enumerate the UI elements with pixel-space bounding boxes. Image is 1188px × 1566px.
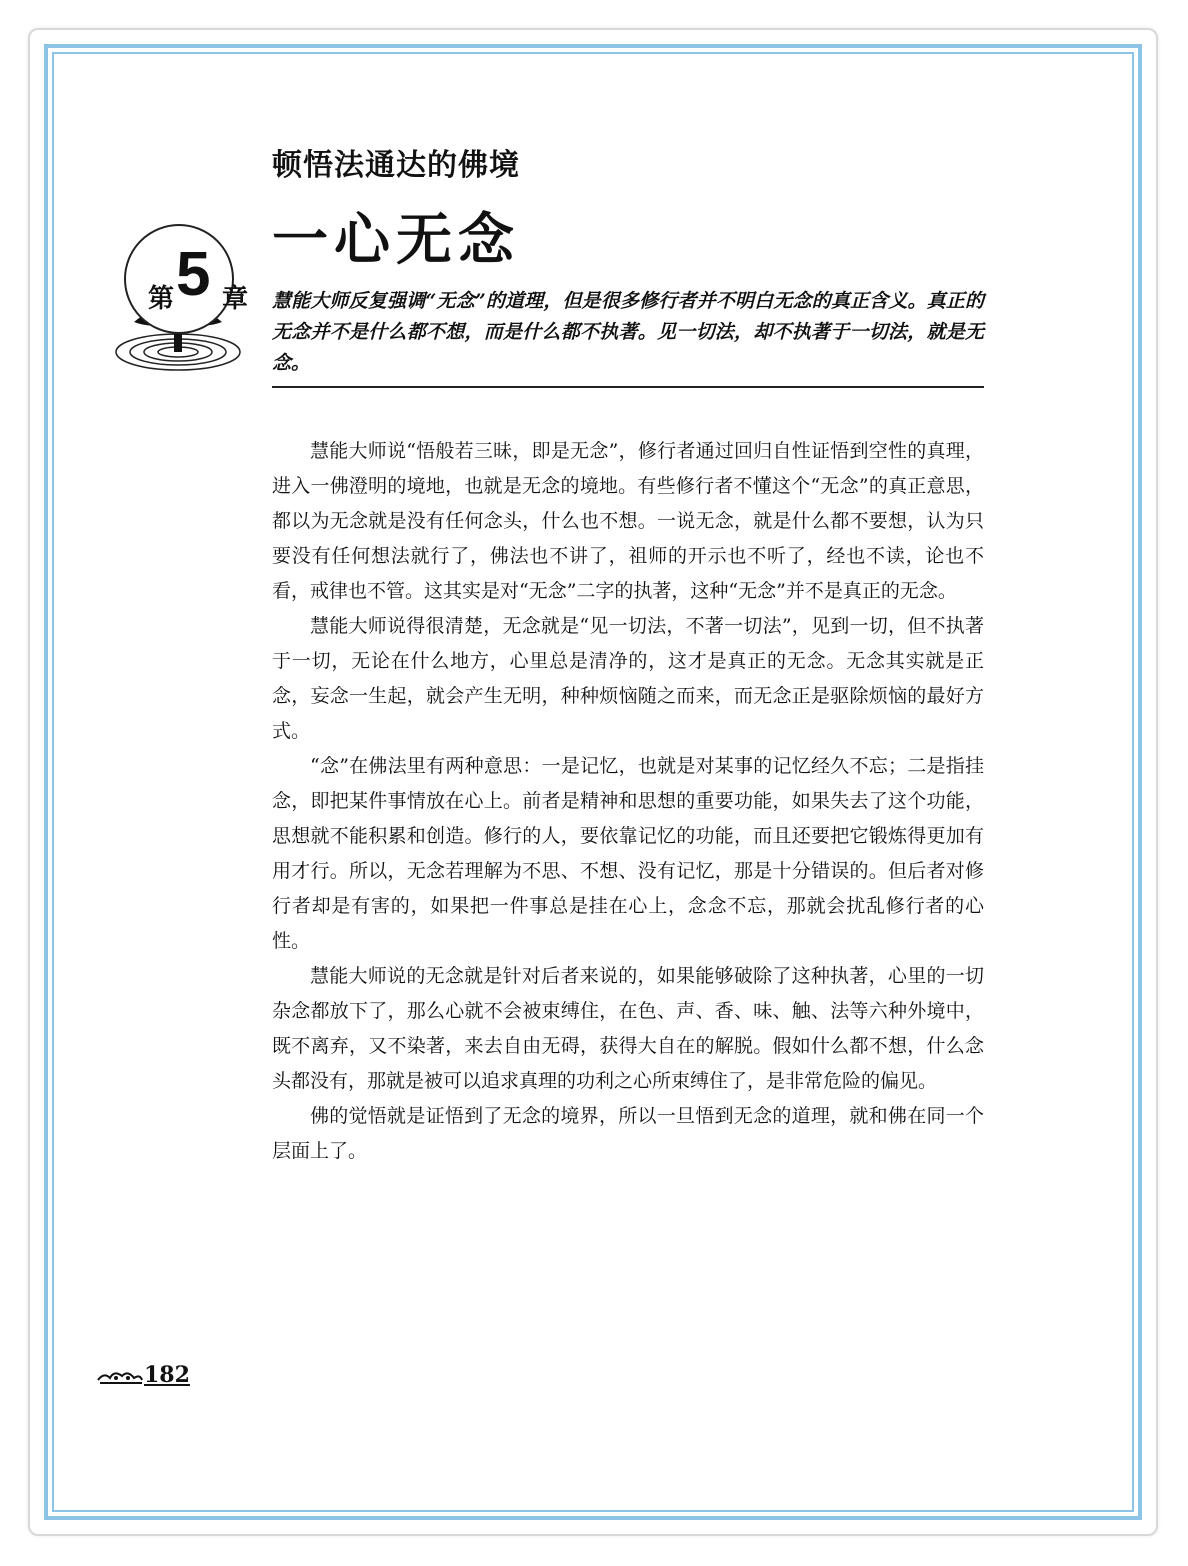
body-text — [272, 434, 984, 1169]
page-number: 182 — [144, 1362, 190, 1388]
paragraph: 慧能大师说得很清楚，无念就是“见一切法，不著一切法”，见到一切，但不执著于一切，无论在什么地方，心里总是清净的，这才是真正的无念。无念其实就是正念，妄念一生起，就会产生无明，种种烦恼随之而来，而无念正是驱除烦恼的最好方式。 — [272, 615, 984, 742]
chapter-subtitle: 顿悟法通达的佛境 — [272, 148, 520, 183]
chapter-circle — [124, 224, 249, 334]
chapter-prefix: 第 — [148, 284, 175, 314]
page-footer — [96, 1364, 190, 1386]
divider — [272, 386, 984, 388]
cloud-ornament-icon — [96, 1366, 144, 1386]
paragraph: 佛的觉悟就是证悟到了无念的境界，所以一旦悟到无念的道理，就和佛在同一个层面上了。 — [272, 1105, 984, 1162]
paragraph: 慧能大师说的无念就是针对后者来说的，如果能够破除了这种执著，心里的一切杂念都放下了，那么心就不会被束缚住，在色、声、香、味、触、法等六种外境中，既不离弃，又不染著，来去自由无碍，获得大自在的解脱。假如什么都不想，什么念头都没有，那就是被可以追求真理的功利之心所束缚住了，是非常危险的偏见。 — [272, 965, 984, 1092]
chapter-title: 一心无念 — [272, 207, 520, 273]
chapter-badge — [112, 222, 249, 380]
paragraph: “念”在佛法里有两种意思：一是记忆，也就是对某事的记忆经久不忘；二是指挂念，即把某件事情放在心上。前者是精神和思想的重要功能，如果失去了这个功能，思想就不能积累和创造。修行的人，要依靠记忆的功能，而且还要把它锻炼得更加有用才行。所以，无念若理解为不思、不想、没有记忆，那是十分错误的。但后者对修行者却是有害的，如果把一件事总是挂在心上，念念不忘，那就会扰乱修行者的心性。 — [272, 755, 984, 952]
chapter-suffix: 章 — [222, 284, 249, 314]
chapter-number: 5 — [176, 240, 211, 309]
chapter-intro: 慧能大师反复强调“无念”的道理，但是很多修行者并不明白无念的真正含义。真正的无念并不是什么都不想，而是什么都不执著。见一切法，却不执著于一切法，就是无念。 — [272, 290, 984, 374]
paragraph: 慧能大师说“悟般若三昧，即是无念”，修行者通过回归自性证悟到空性的真理，进入一佛澄明的境地，也就是无念的境地。有些修行者不懂这个“无念”的真正意思，都以为无念就是没有任何念头，什么也不想。一说无念，就是什么都不要想，认为只要没有任何想法就行了，佛法也不讲了，祖师的开示也不听了，经也不读，论也不看，戒律也不管。这其实是对“无念”二字的执著，这种“无念”并不是真正的无念。 — [272, 440, 984, 602]
